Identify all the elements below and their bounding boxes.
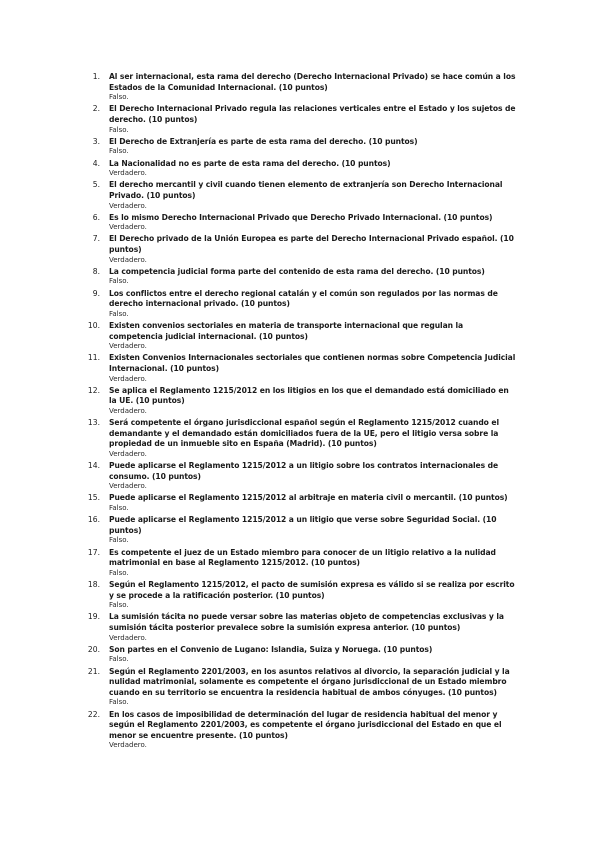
question-text: Existen Convenios Internacionales sectoriales que contienen normas sobre Competencia Judicial Internacional. (10 puntos) (109, 353, 516, 373)
question-text: Los conflictos entre el derecho regional catalán y el común son regulados por las normas de derecho internacional privado. (10 puntos) (109, 288, 498, 309)
question-text: Puede aplicarse el Reglamento 1215/2012 al arbitraje en materia civil o mercantil. (10 puntos) (109, 493, 508, 503)
question-number: 20. (87, 644, 100, 654)
question-item (0, 234, 600, 265)
question-text: Según el Reglamento 2201/2003, en los asuntos relativos al divorcio, la separación judicial y la nulidad matrimonial, solamente es competente el órgano jurisdiccional de un Estado miembro cuando en su territorio se encuentra la residencia habitual de ambos cónyuges. (10 puntos) (109, 666, 510, 697)
question-item (0, 461, 600, 492)
question-number: 7. (92, 234, 100, 244)
question-number: 18. (87, 580, 100, 589)
question-answer: Falso. (109, 309, 129, 318)
question-text: El Derecho de Extranjería es parte de esta rama del derecho. (10 puntos) (109, 136, 418, 146)
question-number: 2. (92, 104, 100, 114)
question-item (0, 353, 600, 384)
question-item (0, 321, 600, 352)
question-number: 13. (87, 418, 100, 428)
question-answer: Falso. (109, 125, 129, 134)
question-text: Según el Reglamento 1215/2012, el pacto de sumisión expresa es válido si se realiza por escrito y se procede a la ratificación posterior. (10 puntos) (109, 580, 515, 600)
question-answer: Verdadero. (109, 633, 147, 642)
question-item (0, 667, 600, 708)
question-item (0, 159, 600, 179)
question-item (0, 548, 600, 579)
question-text: La Nacionalidad no es parte de esta rama del derecho. (10 puntos) (109, 158, 391, 168)
question-number: 19. (87, 612, 100, 622)
question-number: 9. (92, 288, 100, 298)
question-answer: Falso. (109, 277, 129, 286)
question-item (0, 418, 600, 459)
question-text: Existen convenios sectoriales en materia de transporte internacional que regulan la competencia judicial internacional. (10 puntos) (109, 321, 464, 341)
question-answer: Verdadero. (109, 406, 147, 415)
question-text: En los casos de imposibilidad de determinación del lugar de residencia habitual del menor y según el Reglamento 2201/2003, es competente el órgano jurisdiccional del Estado en que el menor se encuentre presente. (10 puntos) (109, 709, 502, 740)
question-text: Puede aplicarse el Reglamento 1215/2012 a un litigio sobre los contratos internacionales de consumo. (10 puntos) (109, 461, 499, 481)
question-item (0, 645, 600, 665)
question-answer: Verdadero. (109, 223, 147, 232)
question-number: 3. (92, 136, 100, 146)
question-item (0, 580, 600, 611)
question-number: 6. (92, 212, 100, 222)
question-text: Es competente el juez de un Estado miembro para conocer de un litigio relativo a la nulidad matrimonial en base al Reglamento 1215/2012. (10 puntos) (109, 547, 496, 568)
question-item (0, 710, 600, 751)
question-answer: Verdadero. (109, 374, 147, 383)
question-text: La sumisión tácita no puede versar sobre las materias objeto de competencias exclusivas y la sumisión tácita posterior prevalece sobre la sumisión expresa anterior. (10 puntos) (109, 612, 504, 632)
question-text: Es lo mismo Derecho Internacional Privado que Derecho Privado Internacional. (10 puntos) (109, 212, 493, 222)
question-text: La competencia judicial forma parte del contenido de esta rama del derecho. (10 puntos) (109, 266, 485, 276)
question-answer: Verdadero. (109, 342, 147, 351)
question-number: 17. (87, 547, 100, 557)
question-item (0, 386, 600, 417)
question-answer: Falso. (109, 147, 129, 156)
question-item (0, 493, 600, 513)
question-answer: Falso. (109, 93, 129, 102)
question-number: 1. (92, 72, 100, 81)
question-answer: Verdadero. (109, 255, 147, 264)
question-answer: Falso. (109, 536, 129, 545)
question-number: 11. (87, 353, 100, 363)
question-item (0, 72, 600, 103)
question-number: 16. (87, 515, 100, 525)
question-text: Se aplica el Reglamento 1215/2012 en los litigios en los que el demandado está domiciliado en la UE. (10 puntos) (109, 385, 509, 406)
question-text: Puede aplicarse el Reglamento 1215/2012 a un litigio que verse sobre Seguridad Social. (10 puntos) (109, 515, 497, 535)
question-item (0, 267, 600, 287)
question-answer: Falso. (109, 655, 129, 664)
question-item (0, 180, 600, 211)
question-item (0, 213, 600, 233)
question-number: 8. (92, 266, 100, 276)
question-answer: Verdadero. (109, 741, 147, 750)
question-text: El Derecho privado de la Unión Europea es parte del Derecho Internacional Privado español. (10 puntos) (109, 234, 514, 255)
question-text: Será competente el órgano jurisdiccional español según el Reglamento 1215/2012 cuando el demandante y el demandado están domiciliados fuera de la UE, pero el litigio versa sobre la propiedad de un inmueble sito en España (Madrid). (10 puntos) (109, 418, 499, 449)
question-number: 4. (92, 158, 100, 168)
question-item (0, 289, 600, 320)
question-answer: Falso. (109, 601, 129, 610)
question-answer: Falso. (109, 504, 129, 513)
question-item (0, 104, 600, 135)
question-answer: Verdadero. (109, 449, 147, 458)
question-answer: Verdadero. (109, 482, 147, 491)
question-answer: Verdadero. (109, 169, 147, 178)
question-number: 5. (92, 180, 100, 190)
question-number: 22. (87, 709, 100, 719)
question-text: El Derecho Internacional Privado regula las relaciones verticales entre el Estado y los sujetos de derecho. (10 puntos) (109, 104, 516, 124)
question-item (0, 612, 600, 643)
question-answer: Falso. (109, 698, 129, 707)
question-number: 14. (87, 461, 100, 471)
question-answer: Verdadero. (109, 201, 147, 210)
question-text: Son partes en el Convenio de Lugano: Islandia, Suiza y Noruega. (10 puntos) (109, 644, 433, 654)
question-number: 21. (87, 666, 100, 676)
question-answer: Falso. (109, 568, 129, 577)
question-text: El derecho mercantil y civil cuando tienen elemento de extranjería son Derecho Internacional Privado. (10 puntos) (109, 180, 503, 200)
question-text: Al ser internacional, esta rama del derecho (Derecho Internacional Privado) se hace común a los Estados de la Comunidad Internacional. (10 puntos) (109, 72, 516, 92)
question-number: 15. (87, 493, 100, 503)
question-number: 10. (87, 321, 100, 330)
question-number: 12. (87, 385, 100, 395)
question-list (0, 72, 600, 752)
question-item (0, 137, 600, 157)
question-item (0, 515, 600, 546)
